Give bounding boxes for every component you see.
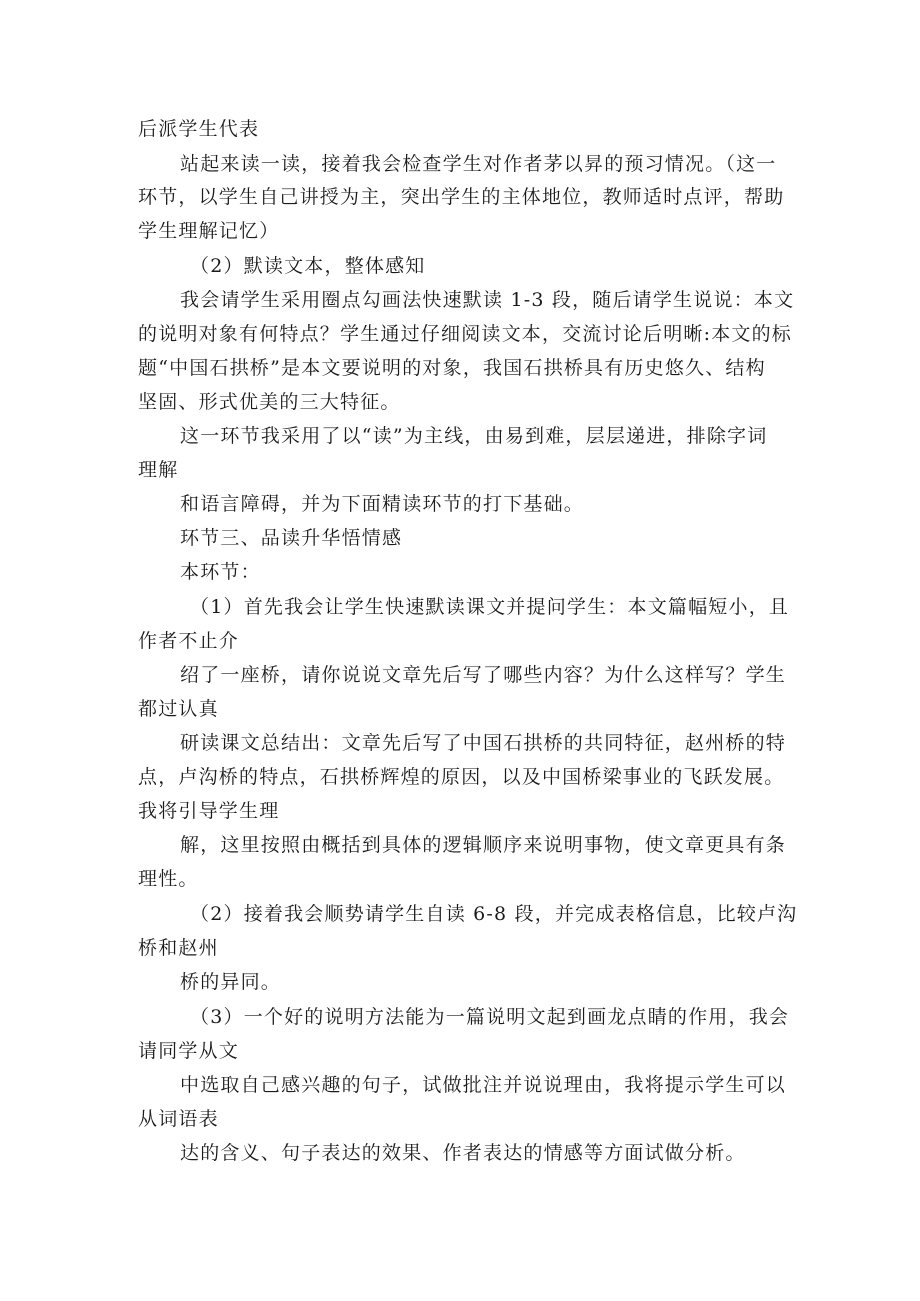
section-heading: （2）默读文本，整体感知	[190, 255, 426, 277]
text-line: 研读课文总结出：文章先后写了中国石拱桥的共同特征，赵州桥的特	[180, 732, 787, 754]
text-line: 桥和赵州	[138, 937, 219, 959]
text-line: 理性。	[138, 868, 199, 890]
text-line: 的说明对象有何特点？学生通过仔细阅读文本，交流讨论后明晰:本文的标	[138, 323, 793, 345]
text-line: 点，卢沟桥的特点，石拱桥辉煌的原因，以及中国桥梁事业的飞跃发展。	[138, 766, 785, 788]
text-line: 达的含义、句子表达的效果、作者表达的情感等方面试做分析。	[180, 1142, 746, 1164]
text-line: 本环节：	[180, 561, 261, 583]
text-line: 学生理解记忆）	[138, 220, 280, 242]
text-line: （2）接着我会顺势请学生自读 6-8 段，并完成表格信息，比较卢沟	[190, 903, 798, 925]
text-line: 后派学生代表	[138, 118, 260, 140]
text-line: 这一环节我采用了以“读”为主线，由易到难，层层递进，排除字词	[180, 425, 768, 447]
text-line: 从词语表	[138, 1108, 219, 1130]
text-line: 理解	[138, 459, 179, 481]
text-line: 站起来读一读，接着我会检查学生对作者茅以昇的预习情况。（这一	[180, 153, 777, 175]
text-line: 作者不止介	[138, 630, 240, 652]
section-heading: 环节三、品读升华悟情感	[180, 527, 403, 549]
text-line: 解，这里按照由概括到具体的逻辑顺序来说明事物，使文章更具有条	[180, 834, 787, 856]
text-line: （1）首先我会让学生快速默读课文并提问学生：本文篇幅短小，且	[190, 596, 790, 618]
text-line: 桥的异同。	[180, 971, 282, 993]
text-line: 我将引导学生理	[138, 800, 280, 822]
text-line: 题“中国石拱桥”是本文要说明的对象，我国石拱桥具有历史悠久、结构	[138, 357, 766, 379]
text-line: 环节，以学生自己讲授为主，突出学生的主体地位，教师适时点评，帮助	[138, 186, 785, 208]
text-line: 和语言障碍，并为下面精读环节的打下基础。	[180, 493, 585, 515]
text-line: 中选取自己感兴趣的句子，试做批注并说说理由，我将提示学生可以	[180, 1074, 787, 1096]
text-line: 请同学从文	[138, 1040, 240, 1062]
text-line: 我会请学生采用圈点勾画法快速默读 1-3 段，随后请学生说说：本文	[180, 289, 795, 311]
text-line: 绍了一座桥，请你说说文章先后写了哪些内容？为什么这样写？学生	[180, 664, 787, 686]
text-line: 坚固、形式优美的三大特征。	[138, 391, 401, 413]
text-line: （3）一个好的说明方法能为一篇说明文起到画龙点睛的作用，我会	[190, 1006, 790, 1028]
text-line: 都过认真	[138, 698, 219, 720]
